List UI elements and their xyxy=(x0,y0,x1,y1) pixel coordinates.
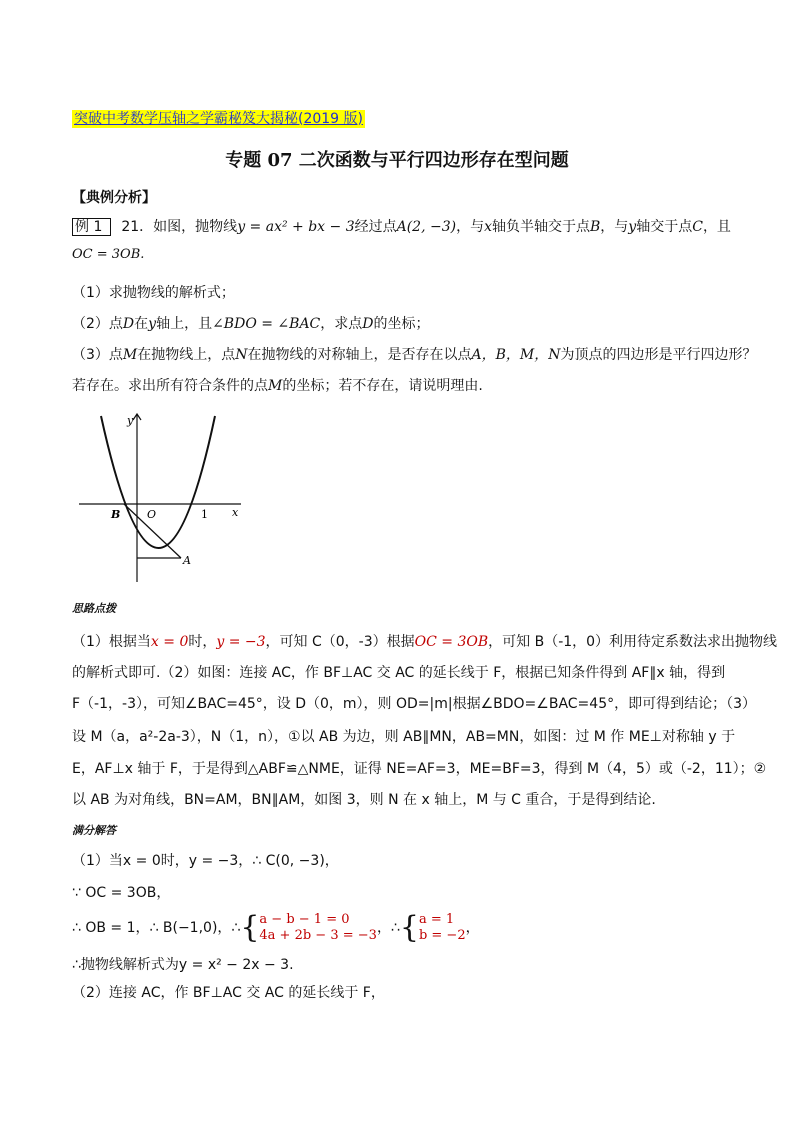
text: ，且 xyxy=(702,219,731,235)
var: N xyxy=(235,347,248,363)
x-axis-label: x xyxy=(232,506,239,519)
hint-line-3: F（-1，-3），可知∠BAC=45°，设 D（0，m），则 OD=|m|根据∠BDO=∠BAC=45°，即可得到结论；（3） xyxy=(72,696,757,712)
example-label: 例 1 xyxy=(72,218,111,236)
text: 在 xyxy=(134,316,149,332)
text: （1）根据当 xyxy=(72,634,151,650)
hint-line-5: E，AF⊥x 轴于 F，于是得到△ABF≌△NME，证得 NE=AF=3，ME=BF=3，得到 M（4，5）或（-2，11）；② xyxy=(72,761,767,777)
hint-line-1 xyxy=(72,632,777,652)
text: 21．如图，抛物线 xyxy=(121,219,238,235)
text: 轴上，且 xyxy=(156,316,213,332)
points: A，B，M，N xyxy=(471,347,561,363)
text: ，可知 B（-1，0）利用待定系数法求出抛物线 xyxy=(488,634,778,650)
text: 轴交于点 xyxy=(636,219,693,235)
solution-line-2: ∵ OC = 3OB， xyxy=(72,885,171,901)
question-3 xyxy=(72,345,757,365)
var: M xyxy=(268,378,283,394)
math: y = −3 xyxy=(216,634,266,650)
system-row: a = 1 xyxy=(418,912,455,927)
hint-line-6: 以 AB 为对角线，BN=AM，BN∥AM，如图 3，则 N 在 x 轴上，M 与 C 重合，于是得到结论. xyxy=(72,792,656,808)
text: ，与 xyxy=(600,219,629,235)
origin-label: O xyxy=(147,508,157,521)
solution-line-1: （1）当x = 0时，y = −3，∴ C(0, −3)， xyxy=(72,853,339,869)
var: C xyxy=(692,219,703,235)
question-3-line-2 xyxy=(72,376,483,396)
solution-line-4: ∴抛物线解析式为y = x² − 2x − 3. xyxy=(72,957,294,973)
text: 若存在。求出所有符合条件的点 xyxy=(72,378,268,394)
var: y xyxy=(148,316,157,332)
solution-line-5: （2）连接 AC，作 BF⊥AC 交 AC 的延长线于 F， xyxy=(72,985,385,1001)
parabola-figure xyxy=(75,412,245,584)
math: OC = 3OB xyxy=(414,634,489,650)
math: x = 0 xyxy=(150,634,189,650)
text: （3）点 xyxy=(72,347,123,363)
system-row: a − b − 1 = 0 xyxy=(259,912,350,927)
var: y xyxy=(628,219,637,235)
text: 在抛物线上，点 xyxy=(137,347,236,363)
brace-icon: { xyxy=(399,910,419,945)
hint-line-2: 的解析式即可.（2）如图：连接 AC，作 BF⊥AC 交 AC 的延长线于 F，根据已知条件得到 AF∥x 轴，得到 xyxy=(72,665,726,681)
var: D xyxy=(122,316,135,332)
angle-condition: ∠BDO = ∠BAC xyxy=(212,316,321,332)
text: （2）点 xyxy=(72,316,123,332)
system-row: 4a + 2b − 3 = −3 xyxy=(259,928,377,943)
tick-one-label: 1 xyxy=(201,508,208,521)
text: ∴ OB = 1，∴ B(−1,0)，∴ xyxy=(72,920,241,936)
question-2 xyxy=(72,314,430,334)
text: 的坐标；若不存在，请说明理由. xyxy=(282,378,483,394)
var: B xyxy=(590,219,601,235)
point-a: A(2, −3) xyxy=(396,219,457,235)
text: 的坐标； xyxy=(373,316,430,332)
problem-line-1 xyxy=(72,217,731,237)
problem-line-2: OC = 3OB. xyxy=(72,247,145,262)
var: D xyxy=(362,316,374,332)
text: ，∴ xyxy=(376,920,400,936)
point-a-label: A xyxy=(183,554,191,567)
parabola-curve xyxy=(101,416,215,548)
text: ，与 xyxy=(456,219,485,235)
text: 为顶点的四边形是平行四边形？ xyxy=(560,347,757,363)
hint-line-4: 设 M（a，a²-2a-3），N（1，n），①以 AB 为边，则 AB∥MN，AB=MN，如图：过 M 作 ME⊥对称轴 y 于 xyxy=(72,729,736,745)
equation-system-2 xyxy=(400,912,466,944)
var: x xyxy=(484,219,492,235)
page-title: 专题 07 二次函数与平行四边形存在型问题 xyxy=(225,150,569,171)
solution-heading: 满分解答 xyxy=(72,824,116,837)
text: ， xyxy=(465,920,480,936)
text: ，求点 xyxy=(320,316,363,332)
y-axis-label: y xyxy=(127,414,134,427)
section-heading: 【典例分析】 xyxy=(72,190,156,206)
system-row: b = −2 xyxy=(418,928,466,943)
series-banner: 突破中考数学压轴之学霸秘笈大揭秘(2019 版) xyxy=(74,111,364,127)
hint-heading: 思路点拨 xyxy=(72,602,116,615)
text: 在抛物线的对称轴上，是否存在以点 xyxy=(247,347,472,363)
equation-system-1 xyxy=(240,912,377,944)
equation: y = ax² + bx − 3 xyxy=(237,219,355,235)
question-1: （1）求抛物线的解析式； xyxy=(72,285,235,301)
text: 轴负半轴交于点 xyxy=(492,219,590,235)
var: M xyxy=(122,347,138,363)
brace-icon: { xyxy=(240,910,260,945)
text: ，可知 C（0，-3）根据 xyxy=(265,634,415,650)
text: 时， xyxy=(188,634,217,650)
solution-line-3 xyxy=(72,912,480,944)
point-b-label: B xyxy=(111,508,121,521)
text: 经过点 xyxy=(354,219,397,235)
